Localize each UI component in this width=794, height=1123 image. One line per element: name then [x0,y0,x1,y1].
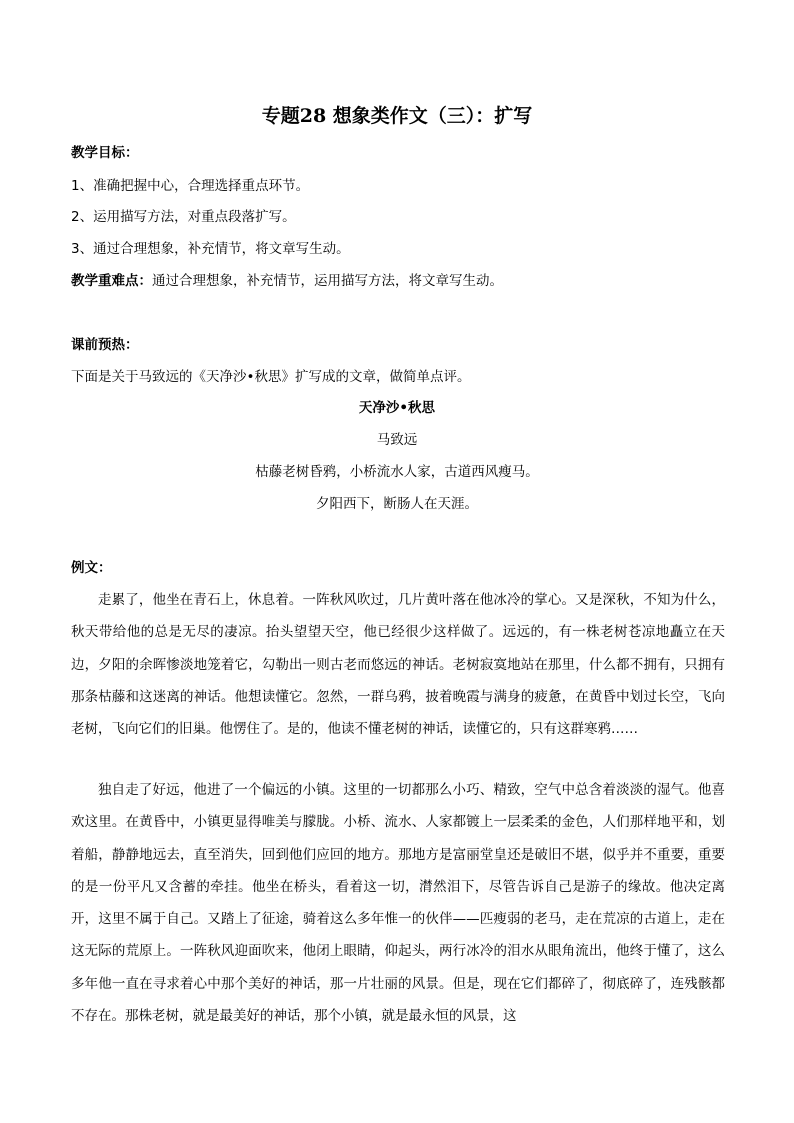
essay-paragraph-2: 独自走了好远，他进了一个偏远的小镇。这里的一切都那么小巧、精致，空气中总含着淡淡的湿气。他喜欢这里。在黄昏中，小镇更显得唯美与朦胧。小桥、流水、人家都镀上一层柔柔的金色，人们那样地平和，划着船，静静地远去，直至消失，回到他们应回的地方。那地方是富丽堂皇还是破旧不堪，似乎并不重要，重要的是一份平凡又含蓄的牵挂。他坐在桥头，看着这一切，潸然泪下，尽管告诉自己是游子的缘故。他决定离开，这里不属于自己。又踏上了征途，骑着这么多年惟一的伙伴——匹瘦弱的老马，走在荒凉的古道上，走在这无际的荒原上。一阵秋风迎面吹来，他闭上眼睛，仰起头，两行冰冷的泪水从眼角流出，他终于懂了，这么多年他一直在寻求着心中那个美好的神话，那一片壮丽的风景。但是，现在它们都碎了，彻底碎了，连残骸都不存在。那株老树，就是最美好的神话，那个小镇，就是最永恒的风景，这 [71,782,725,1025]
poem-line-1: 枯藤老树昏鸦，小桥流水人家，古道西风瘦马。 [255,464,539,480]
page-title: 专题28 想象类作文（三）：扩写 [261,105,533,127]
essay-paragraph-1: 走累了，他坐在青石上，休息着。一阵秋风吹过，几片黄叶落在他冰冷的掌心。又是深秋，不知为什么，秋天带给他的总是无尽的凄凉。抬头望望天空，他已经很少这样做了。远远的，有一株老树苍凉地矗立在天边，夕阳的余晖惨淡地笼着它，勾勒出一则古老而悠远的神话。老树寂寞地站在那里，什么都不拥有，只拥有那条枯藤和这迷离的神话。他想读懂它。忽然，一群乌鸦，披着晚霞与满身的疲惫，在黄昏中划过长空，飞向老树，飞向它们的旧巢。他愣住了。是的，他读不懂老树的神话，读懂它的，只有这群寒鸦…… [71,592,725,738]
objective-item-1: 1、准确把握中心，合理选择重点环节。 [71,178,310,194]
poem-title: 天净沙•秋思 [358,400,436,416]
key-points-label: 教学重难点： [71,273,152,289]
objectives-heading: 教学目标： [71,145,139,161]
key-points [71,271,503,291]
poem-line-2: 夕阳西下，断肠人在天涯。 [316,496,478,512]
objective-item-2: 2、运用描写方法，对重点段落扩写。 [71,209,296,225]
preview-intro: 下面是关于马致远的《天净沙•秋思》扩写成的文章，做简单点评。 [71,369,471,385]
objective-item-3: 3、通过合理想象，补充情节，将文章写生动。 [71,241,350,257]
key-points-text: 通过合理想象，补充情节，运用描写方法，将文章写生动。 [152,273,503,289]
example-heading: 例文： [71,560,112,576]
poem-author: 马致远 [376,432,418,448]
preview-heading: 课前预热： [71,337,139,353]
